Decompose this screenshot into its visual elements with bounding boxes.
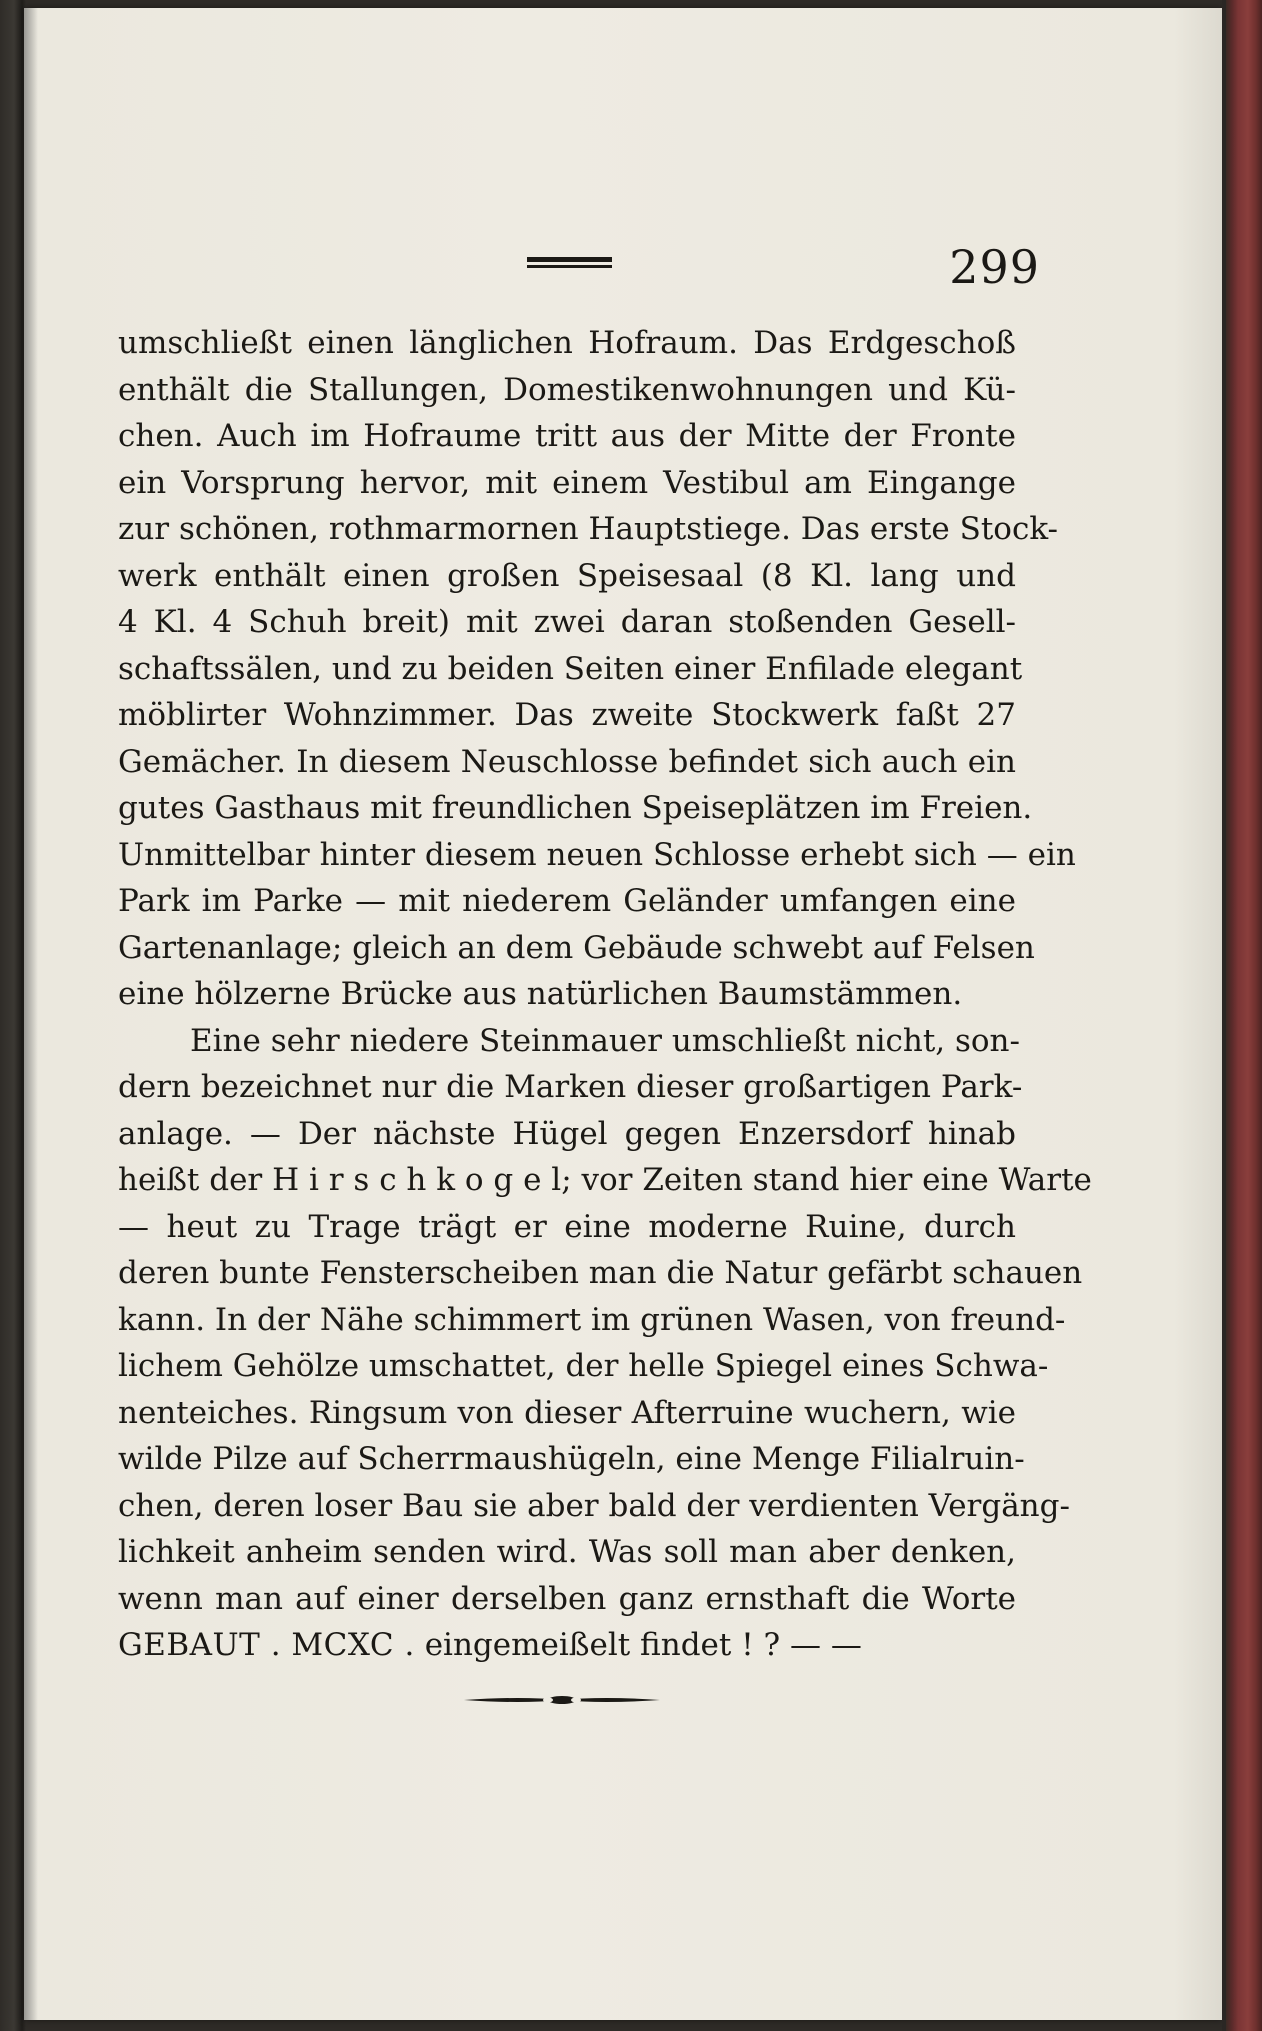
header-rule-ornament [527,257,612,269]
text-line: Gartenanlage; gleich an dem Gebäude schwebt auf Felsen [118,929,1035,966]
text-line: gutes Gasthaus mit freundlichen Speiseplätzen im Freien. [118,790,1033,826]
text-line-final [118,1622,1016,1669]
body-text [118,320,1092,1669]
tail-ornament-rule [462,1693,662,1707]
text-line: anlage. — Der nächste Hügel gegen Enzersdorf hinab [118,1115,1016,1152]
text-line: werk enthält einen großen Speisesaal (8 Kl. lang und [118,557,1016,594]
text-line: Park im Parke — mit niederem Geländer umfangen eine [118,883,1016,919]
paragraph-1 [118,320,1076,1018]
text-line: kann. In der Nähe schimmert im grünen Wasen, von freund- [118,1301,1066,1338]
text-line: ein Vorsprung hervor, mit einem Vestibul am Eingange [118,464,1016,501]
paragraph-2 [118,1018,1092,1669]
final-line-rest: eingemeißelt findet ! ? — — [414,1627,862,1663]
book-binding-edge [1226,0,1262,2031]
page-number: 299 [949,240,1040,294]
text-line: deren bunte Fensterscheiben man die Natur gefärbt schauen [118,1255,1083,1291]
text-line: heißt der H i r s c h k o g e l; vor Zeiten stand hier eine Warte [118,1162,1092,1198]
text-line: umschließt einen länglichen Hofraum. Das Erdgeschoß [118,325,1016,361]
page-gutter-shadow [24,8,38,2020]
text-line: schaftssälen, und zu beiden Seiten einer Enfilade elegant [118,650,1023,687]
text-line: Unmittelbar hinter diesem neuen Schlosse erhebt sich — ein [118,836,1076,873]
text-line: wenn man auf einer derselben ganz ernsthaft die Worte [118,1580,1016,1617]
text-line: lichem Gehölze umschattet, der helle Spiegel eines Schwa- [118,1348,1049,1384]
text-line: eine hölzerne Brücke aus natürlichen Baumstämmen. [118,976,963,1012]
text-line: — heut zu Trage trägt er eine moderne Ruine, durch [118,1208,1016,1245]
text-line: wilde Pilze auf Scherrmaushügeln, eine Menge Filialruin- [118,1441,1025,1477]
text-line: enthält die Stallungen, Domestikenwohnungen und Kü- [118,371,1016,408]
text-line: dern bezeichnet nur die Marken dieser großartigen Park- [118,1069,1023,1105]
text-line: zur schönen, rothmarmornen Hauptstiege. Das erste Stock- [118,511,1059,547]
text-line: 4 Kl. 4 Schuh breit) mit zwei daran stoßenden Gesell- [118,604,1016,640]
inscription-text: GEBAUT . MCXC . [118,1627,415,1663]
text-line: chen. Auch im Hofraume tritt aus der Mitte der Fronte [118,418,1016,454]
text-line: nenteiches. Ringsum von dieser Afterruine wuchern, wie [118,1394,1016,1431]
text-line: Eine sehr niedere Steinmauer umschließt nicht, son- [190,1022,1020,1059]
text-line: möblirter Wohnzimmer. Das zweite Stockwerk faßt 27 [118,697,1016,733]
text-line: chen, deren loser Bau sie aber bald der verdienten Vergäng- [118,1487,1070,1524]
text-line: Gemächer. In diesem Neuschlosse befindet sich auch ein [118,743,1016,780]
text-line: lichkeit anheim senden wird. Was soll man aber denken, [118,1534,1016,1570]
